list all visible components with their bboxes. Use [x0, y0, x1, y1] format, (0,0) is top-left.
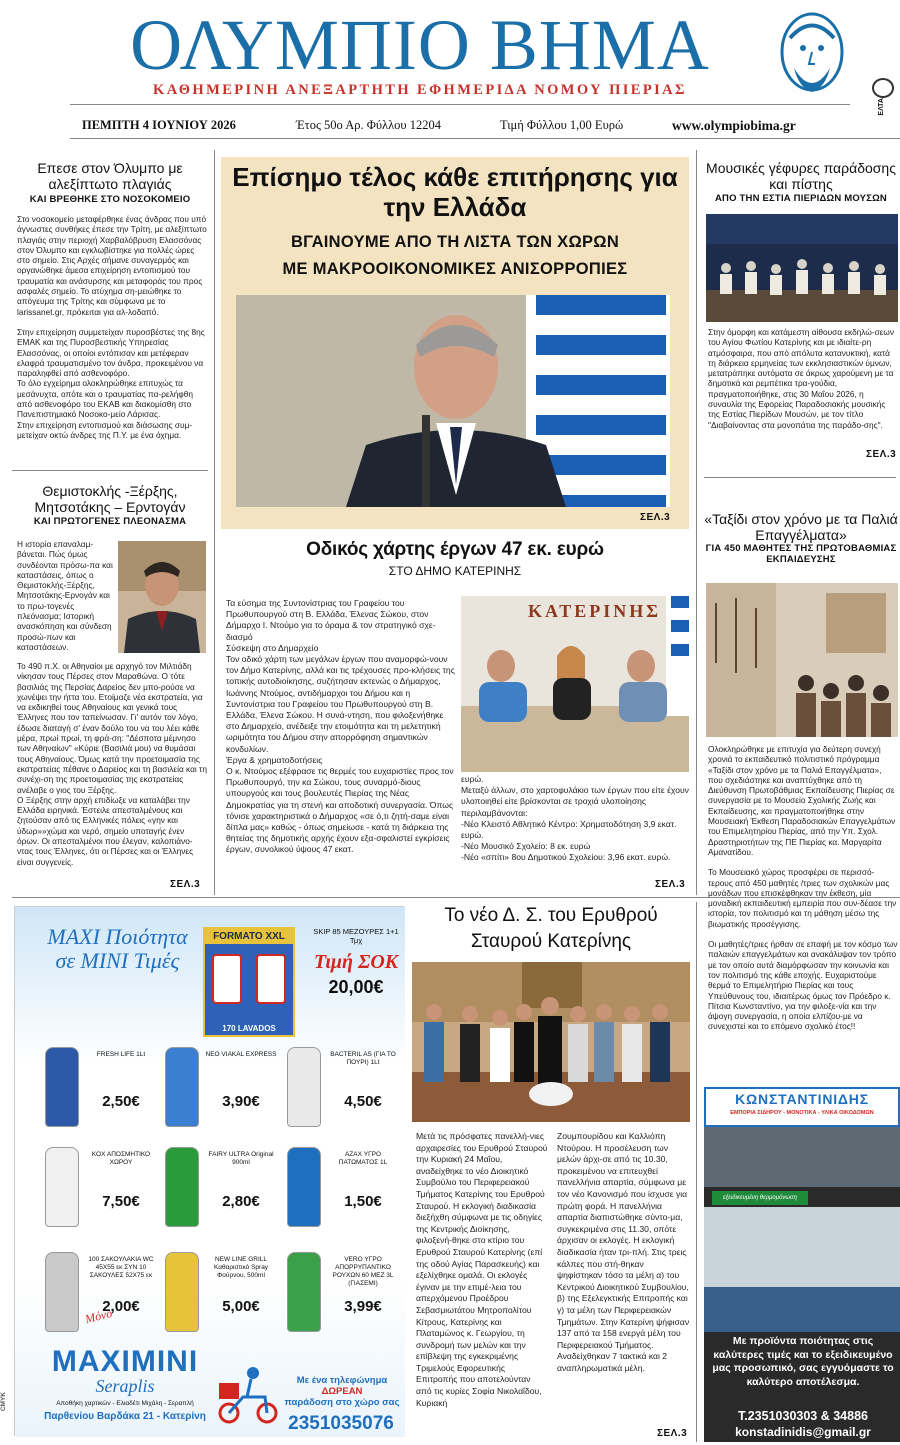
concert-photo	[706, 214, 898, 322]
odikos-body: Τα εύσημα της Συντονίστριας του Γραφείου του Πρωθυπουργού στη Β. Ελλάδα, Έλενας Σώκου, στον Δήμαρχο Ι. Ντούμο για το όραμα & τον στρατηγικό σχε-διασμό Σύσκεψη στο Δημαρχείο Τον οδικό χάρτη των μεγάλων έργων που αναμορφώ-νουν τον Δήμο Κατερίνης, αλλά και τις τρέχουσες προ-κλήσεις της τοπικής αυτοδιοίκησης, συζήτησαν εκτενώς ο Δήμαρχος, Ιωάννης Ντούμος, αντιδήμαρχοι του Δήμου και η Συντονίστρια του Γραφείου του Πρωθυπουργού στη Β. Ελλάδα, Έλενα Σώκου. Η συνά-ντηση, που φιλοξενήθηκε στο Δημαρχείο, ανέδειξε την ετοιμότητα και τη μελετητική ωριμότητα του Δήμου στην απορρόφηση σημαντικών κονδυλίων. Έργα & χρηματοδοτήσεις Ο κ. Ντούμος εξέφρασε τις θερμές του ευχαριστίες προς τον Πρωθυπουργό, την κα Σώκου, τους συναρμό-διους υπουργούς και τους βουλευτές Πιερίας της Νέας Δημοκρατίας για τη στενή και αποδοτική συνεργασία. Όπως τόνισε χαρακτηριστικά ο Δήμαρχος «σε ό,τι ζητή-σαμε είναι δίπλα μας» καθώς - όπως σημείωσε - κατά τη διάρκεια της θητείας της δημοτικής αρχής έχουν εξα-σφαλιστεί εγκρίσεις έργων, συνολικού ύψους 47 εκατ.	[226, 598, 455, 855]
ancient-head-logo-icon	[770, 8, 855, 103]
right-mid-kicker: ΓΙΑ 450 ΜΑΘΗΤΕΣ ΤΗΣ ΠΡΩΤΟΒΑΘΜΙΑΣ ΕΚΠΑΙΔΕΥΣΗΣ	[705, 543, 897, 565]
issue-number: Έτος 50ο Αρ. Φύλλου 12204	[296, 118, 441, 132]
product-price: 5,00€	[222, 1298, 260, 1315]
product-name: 100 ΣΑΚΟΥΛΑΚΙΑ WC 45X55 εκ ΣΥΝ 10 ΣΑΚΟΥΛΕΣ 52X75 εκ	[88, 1256, 154, 1279]
odikos-meeting-photo	[461, 596, 689, 772]
lead-headline: Επίσημο τέλος κάθε επιτήρησης για την Ελλάδα	[232, 162, 678, 222]
ad-address-1: Αποθήκη χαρτικών - Ελιαδέτι Μιχάλη - Σεραπλή	[56, 1400, 194, 1407]
masthead-subtitle: ΚΑΘΗΜΕΡΙΝΗ ΑΝΕΞΑΡΤΗΤΗ ΕΦΗΜΕΡΙΔΑ ΝΟΜΟΥ ΠΙΕΡΙΑΣ	[153, 82, 687, 98]
product-bottle-icon	[287, 1047, 321, 1127]
ad-brand: MAXIMINI	[51, 1345, 199, 1378]
product-bottle-icon	[165, 1147, 199, 1227]
erythrou-page-ref[interactable]: ΣΕΛ.3	[657, 1428, 688, 1439]
ad-product	[165, 1147, 275, 1242]
right-top-page-ref[interactable]: ΣΕΛ.3	[866, 449, 897, 460]
product-name: FAIRY ULTRA Original 900ml	[208, 1151, 274, 1166]
ad-product	[45, 1252, 155, 1347]
konstantinidis-ad[interactable]	[704, 1087, 900, 1442]
erythrou-col2: Ζουμπουρίδου και Καλλιόπη Ντούρου. Η προσέλευση των μελών άρχι-σε από τις 10.30, προκειμένου να επιτευχθεί πανελλήνια απαρτία, σύμφωνα με τον νέο Κανονισμό που ίσχυσε για πρώτη φορά. Η πανελλήνια απαρτία διαπιστώθηκε σύντο-μα, συγκεκριμένα στις 11.30, οπότε άρχισαν οι εκλογές. Η εκλογική διαδικασία ήταν τρι-πλή. Στις τρεις κάλπες που στή-θηκαν ψηφίστηκαν τόσο τα μέλη α) του Κεντρικού Διοικητικού Συμβουλίου, β) της Εξελεγκτικής Επιτροπής και γ) τα μέλη των Περιφερειακών Τμημάτων. Στην Κατερίνη ψήφισαν 137 από τα 158 ενεργά μέλη του Περιφερειακού Τμήματος. Αναδείχθηκαν 7 τακτικά και 2 αναπληρωματικά μέλη.	[557, 1131, 690, 1373]
product-price: 1,50€	[344, 1193, 382, 1210]
product-name: NEW LINE GRILL Καθαριστικό Spray Φούρνου, 500ml	[213, 1256, 269, 1279]
product-price: 3,90€	[222, 1093, 260, 1110]
ad-phone-number[interactable]: 2351035076	[288, 1413, 394, 1434]
ad2-phone[interactable]: Τ.2351030303 & 34886	[738, 1409, 868, 1423]
product-price: 2,50€	[102, 1093, 140, 1110]
product-price: 3,99€	[344, 1298, 382, 1315]
product-price: 7,50€	[102, 1193, 140, 1210]
product-name: FRESH LIFE 1Lt	[96, 1051, 146, 1058]
maximini-ad[interactable]	[14, 906, 404, 1436]
ad-product	[45, 1047, 155, 1142]
left-mid-body: Το 490 π.Χ. οι Αθηναίοι με αρχηγό τον Μιλτιάδη νίκησαν τους Πέρσες στον Μαραθώνα. Ο τότε βασιλιάς της Περσίας Δαρείος δεν μπο-ρούσε να χωνέψει την ήττα του. Ετοίμαζε νέα εκστρατεία, για να εκδικηθεί τους Αθηναίους και γενικά τους Έλληνες που τον ταπείνωσαν. Γι' αυτόν τον λόγο, έδωσε διαταγή σ' έναν δούλο του να του λέει κάθε μέρα, πρωί πρωί, τη φρά-ση: "Δέσποτα μέμνησο των Αθηναίων" «Κύριε (Βασιλιά μου) να θυμάσαι τους Αθηναίους. Όμως κατά την προετοιμασία της εκστρατείας πέθανε ο Δαρείος και τη βασιλεία και τη συνέχι-ση της προετοιμασίας της εκστρατείας ανέλαβε ο γιος του Ξέρξης. Ο Ξέρξης στην αρχή επιδίωξε να καταλάβει την Ελλάδα ειρηνικά. Έστειλε απεσταλμένους και ζητούσαν από τις Ελληνικές πόλεις «γην και ύδωρ»»χώμα και νερό, σημείο υποταγής ένεν όρων. Οι απεσταλμένοι που έλεγαν, καλοπιάνο-ντας τους Έλληνες, ότι οι Πέρσες και οι Έλληνες είναι συγγενείς.	[17, 661, 207, 867]
ad-product	[165, 1047, 275, 1142]
product-price: 4,50€	[344, 1093, 382, 1110]
ad-slogan: ΜΑΧΙ Ποιότητα σε MINI Τιμές	[47, 924, 188, 973]
column-divider	[214, 150, 215, 895]
erythrou-headline: Το νέο Δ. Σ. του Ερυθρού Σταυρού Κατερίνης	[444, 905, 658, 952]
lead-kicker-2: ΜΕ ΜΑΚΡΟΟΙΚΟΝΟΜΙΚΕΣ ΑΝΙΣΟΡΡΟΠΙΕΣ	[282, 260, 628, 278]
ad2-email[interactable]: konstadinidis@gmail.gr	[735, 1425, 871, 1439]
product-name: AZAX ΥΓΡΟ ΠΑΤΩΜΑΤΟΣ 1L	[338, 1151, 388, 1166]
ad-product	[287, 1147, 397, 1242]
ad-product	[287, 1047, 397, 1142]
product-bottle-icon	[287, 1147, 321, 1227]
section-rule	[12, 470, 208, 471]
ad-address-2: Παρθενίου Βαρδάκα 21 - Κατερίνη	[44, 1411, 206, 1422]
right-top-kicker: ΑΠΟ ΤΗΝ ΕΣΤΙΑ ΠΙΕΡΙΔΩΝ ΜΟΥΣΩΝ	[714, 193, 887, 204]
left-top-body: Στο νοσοκομείο μεταφέρθηκε ένας άνδρας που υπό άγνωστες συνθήκες έπεσε την Τρίτη, με αλεξίπτωτο πλαγιάς στην περιοχή Χαρβαλόβρυση Ελασσόνας στον Όλυμπο και εγκλωβίστηκε για πολλές ώρες στο σημείο. Στις Αρχές σήμανε συναγερμός και οργανώθηκε άμεσα επιχείρηση εντοπισμού του τραυματία και ανάσυρσης και μεταφοράς του προς ασφαλές σημείο. Το ατύχημα ση-μειώθηκε το απόγευμα της Τρίτης και σύμφωνα με το larissanet.gr, πρόκειται για αλ-λοδαπό. Στην επιχείρηση συμμετείχαν πυροσβέστες της 8ης ΕΜΑΚ και της Πυροσβεστικής Υπηρεσίας Ελασσόνας, οι οποίοι εντόπισαν και μετέφεραν ελαφρά τραυματισμένο τον άνδρα, προκειμένου να παραληφθεί από ασθενοφόρο. Το όλο εγχείρημα ολοκληρώθηκε επιτυχώς τα μεσάνυχτα, οπότε και ο τραυματίας πα-ρελήφθη από ασθενοφόρο του ΕΚΑΒ και διακομίσθη στο Πανεπιστημιακό Νοσοκο-μείο Λάρισας. Στην επιχείρηση εντοπισμού και διάσωσης συμ-μετείχαν οκτώ άνδρες της Π.Υ. με ένα όχημα.	[17, 214, 207, 440]
product-bottle-icon	[287, 1252, 321, 1332]
left-mid-headline: Θεμιστοκλής -Ξέρξης, Μητσοτάκης – Ερντογάν	[34, 483, 186, 515]
right-top-body: Στην όμορφη και κατάμεστη αίθουσα εκδηλώ-σεων του Αγίου Φωτίου Κατερίνης και με ιδιαίτε-ρη ατμόσφαιρα, που από απόλυτα κατανυκτική, κατά τη διάρκεια ερμηνείας των εκκλησιαστικών ύμνων, μετατράπηκε αυτόματα σε άκρως χαρούμενη με τα δημοτικά και ρεμπέτικα τρα-γούδια, πραγματοποιήθηκε, στις 30 Μαΐου 2026, η συναυλία της Εφορείας Παραδοσιακής μουσικής της Εστίας Πιερίδων Μουσών, με τον τίτλο "Διαβαίνοντας στα μονοπάτια της παράδο-σης".	[708, 327, 895, 430]
product-bottle-icon	[45, 1147, 79, 1227]
left-mid-page-ref[interactable]: ΣΕΛ.3	[170, 879, 201, 890]
ad-brand-sub: Seraplis	[95, 1376, 155, 1396]
left-top-headline: Επεσε στον Όλυμπο με αλεξίπτωτο πλαγιάς	[37, 160, 183, 192]
odikos-page-ref[interactable]: ΣΕΛ.3	[655, 879, 686, 890]
left-mid-kicker: ΚΑΙ ΠΡΩΤΟΓΕΝΕΣ ΠΛΕΟΝΑΣΜΑ	[33, 516, 187, 527]
skip-price: 20,00€	[328, 977, 384, 997]
ad2-badge: εξειδικευμένη θερμομόνωση	[712, 1191, 808, 1205]
masthead-rule	[70, 104, 850, 105]
elta-label: ΕΛΤΑ	[878, 98, 885, 116]
website-link[interactable]: www.olympiobima.gr	[672, 118, 796, 133]
ad-product	[165, 1252, 275, 1347]
product-bottle-icon	[165, 1047, 199, 1127]
cmyk-mark: CMYK	[0, 1392, 7, 1412]
product-price: 2,00€	[102, 1298, 140, 1315]
ad2-brand: ΚΩΝΣΤΑΝΤΙΝΙΔΗΣ	[735, 1091, 869, 1107]
odikos-kicker: ΣΤΟ ΔΗΜΟ ΚΑΤΕΡΙΝΗΣ	[388, 564, 522, 578]
right-mid-body: Ολοκληρώθηκε με επιτυχία για δεύτερη συνεχή χρονιά το εκπαιδευτικό πολιτιστικό πρόγραμμα «Ταξίδι στον χρόνο με τα Παλιά Επαγγέλματα», που σχεδιάστηκε και αναπτύχθηκε από τη Διεύθυνση Πρωτοβάθμιας Εκπαίδευσης Πιερίας σε συνεργασία με το Μουσείο Σχολικής Ζωής και Εκπαίδευσης, και πραγματοποιήθηκε στην Μουσειακή Έκθεση Παραδοσιακών Επαγγελμάτων του Επιμελητηρίου Πιερίας, από την Υπ. Σχολ. Δραστηριοτήτων της ΠΕ Πιερίας κα. Μαργαρίτα Αμανατίδου. Το Μουσειακό χώρος προσφέρει σε περισσό-τερους από 450 μαθητές /τριες των σχολικών μας μονάδων που επισκέφθηκαν την έκθεση, μία μοναδική εκπαιδευτική εμπειρία που συν-δέασε την ιστορία, τον πολιτισμό και τη μάθηση μέσω της βιωματικής προσέγγισης. Οι μαθητές/τριες ήρθαν σε επαφή με τον κόσμο των παλαιών επαγγελμάτων και ανακάλυψαν τον τρόπο με τον οποίο αυτά διαμόρφωσαν την κοινωνία και τον πολιτισμό της κάθε εποχής. Ευχαριστούμε θερμά το Επιμελητήριο Πιερίας και τους Υπεύθυνους του, ιδιαιτέρως όμως τον Πρόεδρο κ. Πίτσια Κωνσταντίνο, για την φιλοξε-νία και την άψογη συνεργασία, η οποία ελπίζου-με να συνεχιστεί και το επόμενο σχολικό έτος!!	[708, 744, 898, 1032]
odikos-photo-sign: ΚΑΤΕΡΙΝΗΣ	[528, 601, 662, 621]
lead-page-ref[interactable]: ΣΕΛ.3	[640, 512, 671, 523]
masthead-title: ΟΛΥΜΠΙΟ ΒΗΜΑ	[130, 5, 710, 85]
column-divider	[696, 902, 697, 1442]
skip-name: SKIP 85 ΜΕΖΟΥΡΕΣ 1+1 Τμχ	[313, 927, 399, 945]
product-name: NEO VIAKAL EXPRESS	[205, 1051, 277, 1058]
right-top-headline: Μουσικές γέφυρες παράδοσης και πίστης	[706, 160, 896, 192]
skip-pack: FORMATO XXL 170 LAVADOS	[203, 927, 295, 1037]
issue-date: ΠΕΜΠΤΗ 4 ΙΟΥΝΙΟΥ 2026	[82, 118, 236, 132]
left-top-kicker: ΚΑΙ ΒΡΕΘΗΚΕ ΣΤΟ ΝΟΣΟΚΟΜΕΙΟ	[29, 194, 191, 205]
product-name: ΚΟΧ ΑΠΟΣΜΗΤΙΚΟ ΧΩΡΟΥ	[91, 1151, 151, 1166]
erythrou-col1: Μετά τις πρόσφατες πανελλή-νιες αρχαιρεσίες του Ερυθρού Σταυρού την Κυριακή 24 Μαΐου, αναδείχθηκε το νέο Διοικητικό Συμβούλιο του Περιφερειακού Τμήματος Κατερίνης του Ερυθρού Σταυρού. Η εκλογική διαδικασία διεξήχθη σύμφωνα με τις οδηγίες της Κεντρικής Διοίκησης, φιλοξενή-θηκε στο κτίριο του Ερυθρού Σταυρού Κατερίνης (επί της οδού Αγίας Παρασκευής) και εξελίχθηκε ομαλά. Οι εκλογές έγιναν με την επιμέ-λεια του απερχόμενου Προέδρου Σεβασμιωτάτου Μητροπολίτου Κίτρους, Κατερίνης και Πλαταμώνος κ. Γεωργίου, τη συνδρομή των μελών και την επίβλεψη της εγκεκριμένης Τριμελούς Εφορευτικής Επιτροπής που αποτελούνταν από τις κυρίες Σοφία Νικολαΐδου, Κυριακή	[416, 1131, 548, 1408]
column-divider	[696, 150, 697, 895]
ad-product	[287, 1252, 397, 1347]
info-rule	[70, 138, 900, 139]
right-mid-headline: «Ταξίδι στον χρόνο με τα Παλιά Επαγγέλματα»	[704, 511, 898, 543]
erythrou-group-photo	[412, 962, 690, 1122]
left-mid-portrait-photo	[118, 541, 206, 653]
ad-phone-box: Με ένα τηλεφώνημα ΔΩΡΕΑΝ παράδοση στο χώρο σας	[284, 1375, 400, 1408]
skip-tag: Τιμή ΣΟΚ	[313, 951, 399, 973]
odikos-headline: Οδικός χάρτης έργων 47 εκ. ευρώ	[306, 539, 604, 560]
ad-product	[45, 1147, 155, 1242]
product-name: VERO ΥΓΡΟ ΑΠΟΡΡΥΠΑΝΤΙΚΟ ΡΟΥΧΩΝ 60 ΜΕΖ 3L (ΓΙΑΣΕΜΙ)	[332, 1256, 394, 1287]
delivery-scooter-icon	[213, 1357, 283, 1427]
elta-mark	[872, 78, 894, 118]
section-rule	[704, 477, 896, 478]
product-bottle-icon	[45, 1252, 79, 1332]
issue-price: Τιμή Φύλλου 1,00 Ευρώ	[500, 118, 624, 132]
product-price: 2,80€	[222, 1193, 260, 1210]
odikos-right-body: ευρώ. Μεταξύ άλλων, στο χαρτοφυλάκιο των έργων που είτε έχουν υλοποιηθεί είτε βρίσκονται σε τροχιά υλοποίησης περιλαμβάνονται: -Νέο Κλειστό Αθλητικό Κέντρο: Χρηματοδότηση 3,9 εκατ. ευρώ. -Νέο Μουσικό Σχολείο: 8 εκ. ευρώ -Νέο «σπίτι» 8ου Δημοτικού Σχολείου: 3,96 εκατ. ευρώ.	[461, 774, 689, 863]
product-name: BACTERIL AS (ΓΙΑ ΤΟ ΠΟΥΡΙ) 1Lt	[330, 1051, 396, 1066]
product-bottle-icon	[165, 1252, 199, 1332]
ad2-tagline: ΕΜΠΟΡΙΑ ΣΙΔΗΡΟΥ - ΜΟΝΟΤΙΚΑ - ΥΛΙΚΑ ΟΙΚΟΔΟΜΩΝ	[730, 1110, 874, 1116]
lead-photo	[236, 295, 670, 507]
museum-photo	[706, 583, 898, 737]
lead-kicker-1: ΒΓΑΙΝΟΥΜΕ ΑΠΟ ΤΗ ΛΙΣΤΑ ΤΩΝ ΧΩΡΩΝ	[290, 233, 620, 251]
mini-label: Μόνο	[83, 1305, 114, 1327]
product-bottle-icon	[45, 1047, 79, 1127]
left-mid-intro: Η ιστορία επαναλαμ-βάνεται. Πώς όμως συνδέονται πρόσω-πα και καταστάσεις, όπως ο Θεμιστοκλής-Ξέρξης, Μητσοτάκης-Ερνογάν και το πρω-τογενές πλεόνασμα; Ιστορική ανασκόπηση και σύνδεση προσώ-πων και καταστάσεων.	[17, 539, 113, 652]
ad2-text: Με προϊόντα ποιότητας στις καλύτερες τιμές και το εξειδικευμένο μας προσωπικό, σας εγγυόμαστε το καλύτερο αποτέλεσμα.	[712, 1335, 894, 1388]
